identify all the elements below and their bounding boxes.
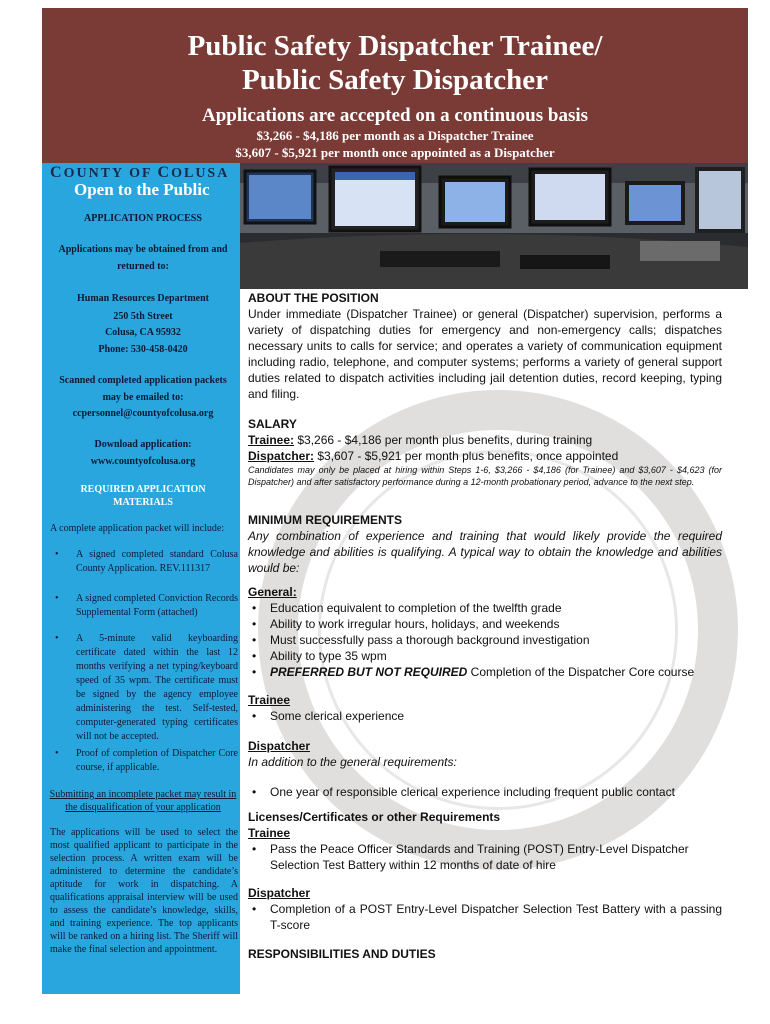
general-section [248,584,722,680]
list-item: • Education equivalent to completion of the twelfth grade [248,600,722,616]
list-item: • Completion of a POST Entry-Level Dispatcher Selection Test Battery with a passing T-score [248,901,722,933]
title-line-1: Public Safety Dispatcher Trainee/ [187,30,603,62]
list-item: • Some clerical experience [248,708,722,724]
required-heading-2: MATERIALS [113,497,173,508]
process-heading: APPLICATION PROCESS [84,213,202,224]
dispatch-console-photo [240,163,748,289]
dispatcher-min-section [248,738,722,800]
duties-section [248,946,722,962]
about-heading: ABOUT THE POSITION [248,291,379,305]
about-section [248,290,722,402]
licenses-dispatcher-section [248,885,722,933]
title-line-2: Public Safety Dispatcher [241,64,549,96]
hr-phone: Phone: 530-458-0420 [98,344,188,355]
licenses-section [248,809,722,873]
hr-department: Human Resources Department [76,293,210,304]
obtain-line-1: Applications may be obtained from and [58,244,228,255]
salary-heading: SALARY [248,417,297,431]
email-link[interactable]: ccpersonnel@countyofcolusa.org [72,408,214,419]
list-item: • One year of responsible clerical experience including frequent public contact [248,784,722,800]
list-item: • A 5-minute valid keyboarding certificate dated within the last 12 months verifying a net typing/keyboard speed of 35 wpm. The certificate must be signed by the agency employee administering the test. Self-tested, computer-generated typing certificates will not be accepted. [55,633,238,742]
minimum-section [248,512,722,576]
list-item: • Ability to work irregular hours, holidays, and weekends [248,616,722,632]
hr-street: 250 5th Street [113,311,173,322]
salary-section [248,416,722,488]
minimum-heading: MINIMUM REQUIREMENTS [248,513,402,527]
list-item: • Pass the Peace Officer Standards and Training (POST) Entry-Level Dispatcher Selection Test Battery within 12 months of date of hire [248,841,722,873]
selection-text: The applications will be used to select the most qualified applicant to participate in the selection process. A written exam will be administered to determine the candidate’s aptitude for work in dispatching. A qualifications appraisal interview will be used to assess the candidate’s knowledge, skills, and training experience. The top applicants will be ranked on a hiring list. The Sheriff will make the final selection and appointment. [50,827,238,955]
duties-heading: RESPONSIBILITIES AND DUTIES [248,947,436,961]
scanned-line-1: Scanned completed application packets [59,375,227,386]
dispatcher-min-heading: Dispatcher [248,739,311,753]
licenses-trainee-heading: Trainee [248,826,291,840]
open-to-public: Open to the Public [74,180,210,199]
header-banner [42,8,748,163]
required-heading-1: REQUIRED APPLICATION [80,484,206,495]
pay-dispatcher: $3,607 - $5,921 per month once appointed as a Dispatcher [235,145,555,160]
county-name: COUNTY OF COLUSA [50,164,230,181]
licenses-heading: Licenses/Certificates or other Requirements [248,810,501,824]
dispatcher-min-intro: In addition to the general requirements: [248,755,457,769]
list-item: • Proof of completion of Dispatcher Core course, if applicable. [55,748,238,773]
list-item: • Must successfully pass a thorough background investigation [248,632,722,648]
list-item: • Ability to type 35 wpm [248,648,722,664]
list-item-preferred: • PREFERRED BUT NOT REQUIRED Completion of the Dispatcher Core course [248,664,722,680]
trainee-min-section [248,692,722,724]
list-item: • A signed completed Conviction Records Supplemental Form (attached) [55,593,238,618]
incomplete-warning: Submitting an incomplete packet may result in the disqualification of your application [49,789,237,813]
general-heading: General: [248,585,297,599]
packet-intro: A complete application packet will include: [50,523,225,534]
hr-city: Colusa, CA 95932 [105,327,181,338]
trainee-min-heading: Trainee [248,693,291,707]
list-item: • A signed completed standard Colusa County Application. REV.111317 [55,549,238,574]
subtitle: Applications are accepted on a continuous basis [201,105,589,126]
download-label: Download application: [94,439,192,450]
salary-dispatcher: Dispatcher: $3,607 - $5,921 per month plus benefits, once appointed [248,449,619,463]
download-link[interactable]: www.countyofcolusa.org [90,456,196,467]
page-title [42,8,748,97]
salary-trainee: Trainee: $3,266 - $4,186 per month plus benefits, during training [248,433,593,447]
scanned-line-2: may be emailed to: [102,392,184,403]
dispatch-photo-svg [240,163,748,289]
minimum-intro: Any combination of experience and training that would likely provide the required knowledge and abilities is qualifying. A typical way to obtain the knowledge and abilities would be: [248,529,722,575]
about-text: Under immediate (Dispatcher Trainee) or general (Dispatcher) supervision, performs a variety of dispatching duties for emergency and non-emergency calls; dispatches necessary units to calls for service; and operates a variety of communication equipment including radio, telephone, and computer systems; performs a variety of general support duties related to dispatch activities including jail detention duties, record keeping, typing and filing. [248,307,722,401]
salary-note: Candidates may only be placed at hiring within Steps 1-6, $3,266 - $4,186 (for Trainee) and $3,607 - $4,623 (for Dispatcher) and after satisfactory performance during a 12-month probationary period, advance to the next step. [248,465,722,487]
obtain-line-2: returned to: [117,261,169,272]
licenses-dispatcher-heading: Dispatcher [248,886,311,900]
pay-trainee: $3,266 - $4,186 per month as a Dispatcher Trainee [256,128,534,143]
